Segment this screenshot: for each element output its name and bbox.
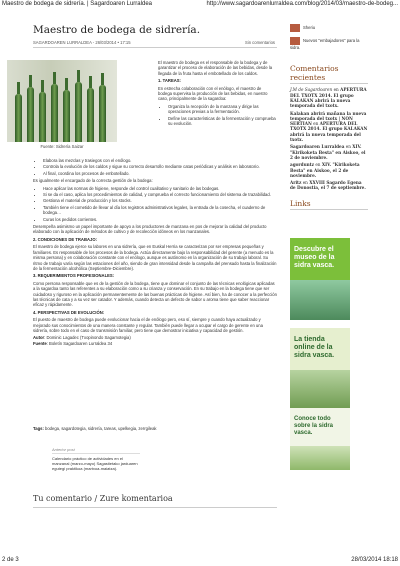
encargado-text: Es igualmente el encargado de la correcta gestión de la bodega: bbox=[33, 178, 153, 184]
list-item: • Organiza la recepción de la manzana y dirige las operaciones previas a la fermentación. bbox=[168, 104, 276, 115]
post-meta bbox=[33, 40, 277, 48]
s2-heading: 2. CONDICIONES DE TRABAJO: bbox=[33, 236, 97, 242]
tareas-list bbox=[158, 104, 276, 127]
comments-divider bbox=[33, 507, 277, 508]
print-url[interactable]: http://www.sagardoarenlurraldea.com/blog/2014/03/maestro-de-bodeg... bbox=[206, 1, 398, 7]
shop-photo bbox=[290, 370, 350, 410]
recent-comments-heading: Comentarios recientes bbox=[290, 64, 368, 84]
museum-banner-text: Descubre el museo de la sidra vasca. bbox=[294, 246, 335, 269]
tareas-text: En estrecha colaboración con el enólogo, el maestro de bodega supervisa la producción de las bebidas, en nuestro caso, principalmente de la sagardoa: bbox=[158, 85, 268, 102]
previous-post-label: Anterior post bbox=[52, 447, 75, 452]
body-block bbox=[33, 158, 277, 348]
list-item: • Al final, coordina los procesos de embotellado. bbox=[43, 171, 277, 176]
tareas-list-cont bbox=[33, 158, 277, 176]
list-item: • Hace aplicar las normas de higiene, responde del control cualitativo y sanitario de las bodegas. bbox=[43, 186, 277, 191]
post-main bbox=[33, 24, 277, 48]
info-photo bbox=[290, 446, 350, 470]
list-item[interactable]: J.M de Sagardoaren en APERTURA DEL TXOTX 2014. El grupo KALAKAN abrirá la nueva temporada del txotx. bbox=[290, 87, 367, 109]
list-item[interactable]: agorduntz en XIV. "Kirikoketa Besta" en Aiskoo, el 2 de noviembre. bbox=[290, 162, 360, 178]
list-item: • Curas los pedidos corrientes. bbox=[43, 217, 277, 222]
shop-banner-text: La tienda online de la sidra vasca. bbox=[294, 336, 335, 359]
list-item: • Elabora las mezclas y trasiegos con el enólogo. bbox=[43, 158, 277, 163]
autor-line: Autor: Dominic Lagadec (Txopinondo Sagarnotegia) Fuente: Boletín Sagardoaren Lurraldea 34 bbox=[33, 335, 131, 346]
links-heading: Links bbox=[290, 199, 368, 210]
list-item[interactable]: Aritz en XXVIII Sagardo Egena de Donostia, el 7 de septiembre. bbox=[290, 180, 366, 191]
list-item: • Si se da el caso, aplica los procedimientos de calidad, y comprueba el correcto funcionamiento del sistema de trazabilidad. bbox=[43, 192, 277, 197]
post-author-date: SAGARDOAREN LURRALDEA - 26/03/2014 • 17:15 bbox=[33, 40, 131, 45]
thumbnail-icon bbox=[290, 24, 300, 32]
print-page-title: Maestro de bodega de sidrería. | Sagardoaren Lurraldea bbox=[2, 1, 152, 7]
list-item: • Gestiona el material de producción y los stocks. bbox=[43, 198, 277, 203]
intro-block bbox=[158, 60, 276, 128]
previous-post-link[interactable]: Calendario práctico de actividades en el manzanal (marzo-mayo) Sagastietako jarduaren egutegi praktikoa (martxoa-maiatza). bbox=[52, 456, 138, 471]
sidebar-item-2[interactable]: Nuevos "embajadores" para la sidra. bbox=[290, 38, 360, 50]
comments-link[interactable]: Sin comentarios bbox=[244, 40, 275, 45]
print-date: 28/03/2014 18:18 bbox=[351, 557, 398, 563]
print-header bbox=[0, 0, 400, 9]
s3-text: Como persona responsable que es de la gestión de la bodega, tiene que dominar el conjunto de las técnicas enológicas aplicadas a la sagardoa tanto las referentes a su elaboración como a su crianza y conservación. En su trabajo en la bodega tiene que ser cuidadoso y riguroso en la aplicación permanentemente de las buenas prácticas de higiene. Así bien, ha de conocer a la perfección las técnicas de cata y a su vez ser catador. Y además, cuando detecta un defecto de sabor u aroma tiene que saber reaccionar eficaz y rápidamente. bbox=[33, 280, 277, 308]
info-banner-text: Conoce todo sobre la sidra vasca. bbox=[294, 416, 334, 436]
desempena-text: Desempeña asimismo un papel importante de apoyo a los productores de manzana en pos de mejorar la calidad del producto elaborado con la aplicación de métodos de cultivo y de recolección idóneos en los manzanales. bbox=[33, 224, 267, 235]
previous-post bbox=[52, 447, 140, 471]
list-item: • Controla la evolución de los caldos y sigue su correcto desarrollo mediante catas periódicas y análisis en laboratorio. bbox=[43, 164, 277, 169]
tareas-heading: 1. TAREAS: bbox=[158, 78, 181, 84]
recent-comments-list bbox=[290, 87, 368, 190]
list-item: • También tiene el cometido de llevar al día los registros administrativos legales, la entrada de la cosecha, el cuaderno de bodega… bbox=[43, 205, 277, 216]
post-title[interactable]: Maestro de bodega de sidrería. bbox=[33, 24, 201, 36]
s4-heading: 4. PERSPECTIVAS DE EVOLUCIÓN: bbox=[33, 309, 105, 315]
list-item: • Define las características de la fermentación y comprueba su evolución. bbox=[168, 116, 276, 127]
sidebar bbox=[290, 24, 368, 213]
post-tags bbox=[33, 426, 277, 431]
list-item[interactable]: Sagardoaren Lurraldea en XIV. "Kirikoketa Besta" en Aiskoo, el 2 de noviembre. bbox=[290, 144, 366, 160]
sidebar-top-item[interactable]: Sheriu bbox=[290, 24, 368, 32]
museum-photo bbox=[290, 280, 350, 320]
shop-banner[interactable] bbox=[290, 328, 350, 410]
tags-list[interactable]: bodega, sagardotegia, sidrería, tareas, upelkegia, zerrgileak bbox=[43, 426, 157, 431]
s3-heading: 3. REQUERIMIENTOS PROFESIONALES: bbox=[33, 273, 115, 279]
museum-banner[interactable] bbox=[290, 238, 350, 320]
info-banner[interactable] bbox=[290, 408, 350, 470]
photo-caption: Fuente: Sidrería Saizar bbox=[40, 144, 84, 149]
tags-label: Tags: bbox=[33, 426, 44, 431]
gestion-list bbox=[33, 186, 277, 222]
s4-text: El puesto de maestro de bodega puede evolucionar hacia el de enólogo pero, eso sí, siempre y cuando haya actualizado y mejorado sus conocimientos de una manera constante y regular. También puede llegar a ocupar el cargo de gerente en una sidrería, sobre todo en el caso de transmisión familiar, pero tiene que demostrar iniciativa y capacidad de gestión. bbox=[33, 317, 263, 333]
page-count: 2 de 3 bbox=[2, 557, 19, 563]
comments-heading: Tu comentario / Zure komentarioa bbox=[33, 494, 173, 503]
s2-text: El maestro de bodega ejerce su labores en una sidrería, que en Euskal Herria se caracterizan por ser empresas pequeñas y familiares. Es responsable de los procesos de la bodega. Actúa directamente bajo la responsabilidad del gerente (a menudo es la misma persona) y en colaboración constante con el enólogo, aunque es autónomo en la organización de su trabajo laboral. Su ritmo de trabajo varía según las estaciones del año, siendo de gran intensidad desde la campaña del prensado hasta la finalización de la fermentación alcohólica (Septiembre-Diciembre). bbox=[33, 244, 277, 271]
intro-text: El maestro de bodega es el responsable de la bodega y de garantizar el proceso de elaboración de las bebidas, desde la llegada de la fruta hasta el embotellado de los caldos. bbox=[158, 60, 273, 76]
cider-bottles-photo bbox=[7, 60, 117, 142]
thumbnail-icon bbox=[290, 37, 300, 45]
list-item[interactable]: Kalakan abrirá mañana la nueva temporada del txotx | NON SERTIAN en APERTURA DEL TXOTX 2014. El grupo KALAKAN abrirá la nueva temporada del txotx. bbox=[290, 110, 368, 143]
print-footer bbox=[0, 557, 400, 566]
